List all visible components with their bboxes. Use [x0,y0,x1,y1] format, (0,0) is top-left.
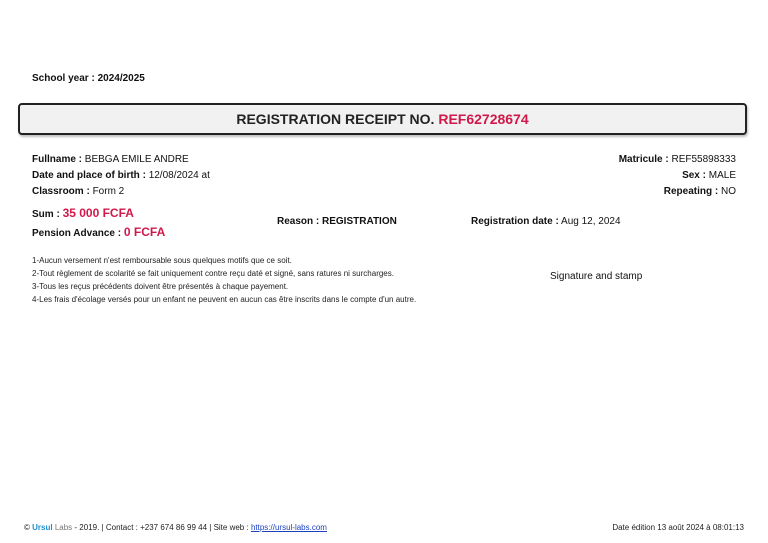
repeating-label: Repeating : [663,186,719,197]
classroom-value: Form 2 [92,186,125,197]
sum-label: Sum : [32,209,60,220]
birth-label: Date and place of birth : [32,170,146,181]
registration-date-value: Aug 12, 2024 [561,216,621,227]
copyright-symbol: © [24,523,30,532]
registration-date-row [471,216,621,227]
rule-item: 3-Tous les reçus précédents doivent être présentés à chaque payement. [32,282,289,291]
fullname-label: Fullname : [32,154,83,165]
matricule-value: REF55898333 [671,154,736,165]
school-year-label: School year : [32,73,95,84]
classroom-label: Classroom : [32,186,90,197]
edition-date: Date édition 13 août 2024 à 08:01:13 [612,523,744,532]
school-year-value: 2024/2025 [97,73,145,84]
repeating-row [664,186,736,197]
matricule-row [619,154,736,165]
rule-item: 2-Tout règlement de scolarité se fait uniquement contre reçu daté et signé, sans ratures ni surcharges. [32,269,394,278]
reason-row [277,216,397,227]
reason-value: REGISTRATION [322,216,397,227]
matricule-label: Matricule : [618,154,669,165]
receipt-number: REF62728674 [438,111,529,127]
website-link[interactable]: https://ursul-labs.com [250,523,327,532]
sex-row [682,170,736,181]
fullname-row [32,154,189,165]
classroom-row [32,186,124,197]
brand-suffix: Labs [54,523,73,532]
birth-row [32,170,210,181]
reason-label: Reason : [277,216,320,227]
receipt-title-banner [18,103,747,135]
footer-left [24,523,327,532]
pension-row [32,225,165,239]
pension-label: Pension Advance : [32,228,122,239]
rules-list [32,254,416,306]
sex-value: MALE [708,170,736,181]
sum-value: 35 000 FCFA [62,206,134,220]
registration-date-label: Registration date : [471,216,559,227]
sum-row [32,206,134,220]
rule-item: 4-Les frais d'écolage versés pour un enfant ne peuvent en aucun cas être inscrits dans le compte d'un autre. [32,295,417,304]
school-year [32,73,145,84]
brand-name: Ursul [32,523,53,532]
signature-label: Signature and stamp [550,271,643,282]
footer-info: - 2019. | Contact : +237 674 86 99 44 | Site web : [74,523,249,532]
pension-value: 0 FCFA [123,225,166,239]
sex-label: Sex : [682,170,706,181]
repeating-value: NO [721,186,736,197]
birth-value: 12/08/2024 at [148,170,210,181]
receipt-title: REGISTRATION RECEIPT NO. [236,111,435,127]
fullname-value: BEBGA EMILE ANDRE [84,154,189,165]
rule-item: 1-Aucun versement n'est remboursable sous quelques motifs que ce soit. [32,256,292,265]
